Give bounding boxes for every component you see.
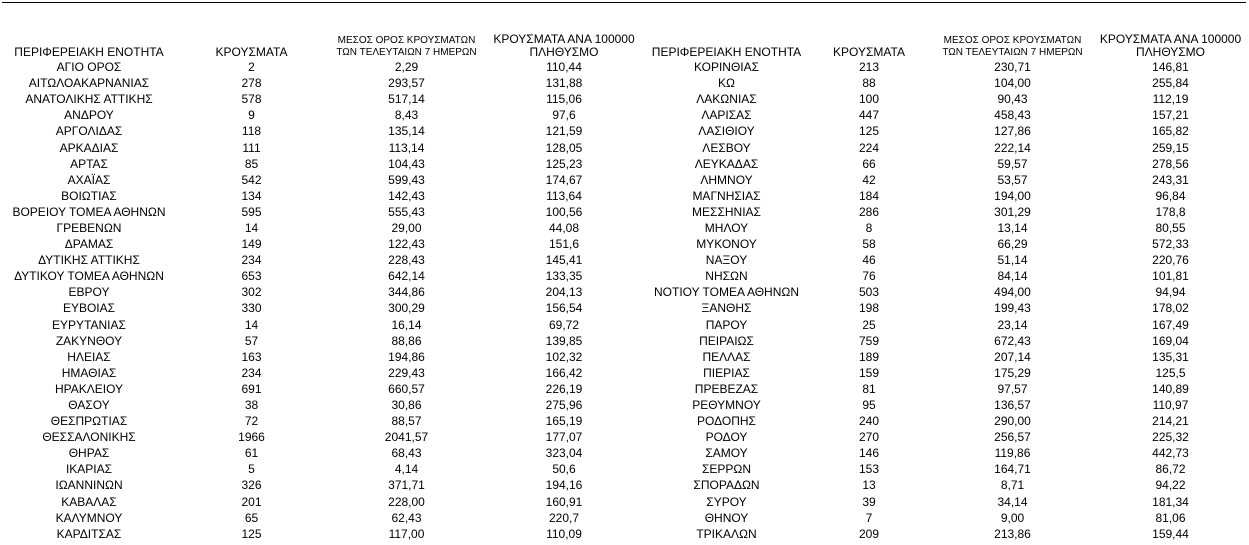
per-100k-cell: 151,6 xyxy=(548,237,580,252)
region-cell-right: ΝΗΣΩΝ xyxy=(705,269,748,284)
table-row xyxy=(4,461,1245,477)
region-cell: ΒΟΡΕΙΟΥ ΤΟΜΕΑ ΑΘΗΝΩΝ xyxy=(12,204,166,219)
cases-cell: 163 xyxy=(241,349,262,364)
per-100k-cell: 125,23 xyxy=(545,156,583,171)
per-100k-cell: 177,07 xyxy=(545,430,583,445)
avg-7-days-cell: 117,00 xyxy=(388,526,425,541)
table-row xyxy=(4,317,1245,333)
cases-cell-right: 240 xyxy=(858,414,880,429)
region-cell: ΑΝΑΤΟΛΙΚΗΣ ΑΤΤΙΚΗΣ xyxy=(25,92,153,107)
per-100k-cell: 110,09 xyxy=(546,526,582,541)
header-cases-per-100k-right: ΚΡΟΥΣΜΑΤΑ ΑΝΑ 100000 ΠΛΗΘΥΣΜΟ xyxy=(1099,32,1242,59)
region-cell: ΑΡΓΟΛΙΔΑΣ xyxy=(55,124,123,139)
cases-cell: 61 xyxy=(244,446,259,461)
avg-7-days-cell: 29,00 xyxy=(391,220,422,235)
table-row xyxy=(4,413,1245,429)
cases-cell-right: 88 xyxy=(862,76,876,91)
table-row xyxy=(4,477,1245,493)
table-row xyxy=(4,91,1245,107)
avg-7-days-cell-right: 127,86 xyxy=(994,124,1031,139)
cases-cell: 595 xyxy=(241,204,262,219)
region-cell: ΓΡΕΒΕΝΩΝ xyxy=(56,220,122,235)
cases-cell: 278 xyxy=(241,76,262,91)
table-row xyxy=(4,526,1245,542)
per-100k-cell: 194,16 xyxy=(545,478,583,493)
region-cell: ΔΡΑΜΑΣ xyxy=(64,237,114,252)
avg-7-days-cell-right: 66,29 xyxy=(997,237,1028,252)
per-100k-cell: 166,42 xyxy=(545,365,583,380)
region-cell: ΑΡΚΑΔΙΑΣ xyxy=(59,140,119,155)
region-cell-right: ΡΟΔΟΠΗΣ xyxy=(697,414,756,429)
header-region-right: ΠΕΡΙΦΕΡΕΙΑΚΗ ΕΝΟΤΗΤΑ xyxy=(651,45,802,59)
per-100k-cell: 156,54 xyxy=(545,301,583,316)
per-100k-cell: 165,19 xyxy=(545,414,583,429)
table-row xyxy=(4,300,1245,316)
per-100k-cell: 220,7 xyxy=(548,510,580,525)
avg-7-days-cell: 62,43 xyxy=(391,510,422,525)
per-100k-cell-right: 81,06 xyxy=(1155,510,1186,525)
cases-cell: 111 xyxy=(242,140,261,155)
region-cell-right: ΚΩ xyxy=(718,76,735,91)
per-100k-cell-right: 167,49 xyxy=(1152,317,1189,332)
avg-7-days-cell: 599,43 xyxy=(388,172,425,187)
per-100k-cell: 145,41 xyxy=(545,253,583,268)
cases-cell-right: 503 xyxy=(858,285,880,300)
per-100k-cell-right: 94,22 xyxy=(1155,478,1186,493)
per-100k-cell: 100,56 xyxy=(545,204,583,219)
per-100k-cell-right: 94,94 xyxy=(1155,285,1186,300)
per-100k-cell-right: 214,21 xyxy=(1152,414,1189,429)
per-100k-cell: 131,88 xyxy=(545,76,583,91)
table-row xyxy=(4,59,1245,75)
per-100k-cell: 226,19 xyxy=(545,381,583,396)
region-cell: ΕΥΡΥΤΑΝΙΑΣ xyxy=(52,317,126,332)
per-100k-cell-right: 110,97 xyxy=(1152,398,1189,413)
region-cell-right: ΡΟΔΟΥ xyxy=(705,430,748,445)
cases-table xyxy=(4,28,1245,542)
region-cell-right: ΠΕΛΛΑΣ xyxy=(702,349,751,364)
per-100k-cell: 113,64 xyxy=(546,188,582,203)
per-100k-cell: 139,85 xyxy=(545,333,583,348)
avg-7-days-cell: 300,29 xyxy=(388,301,425,316)
avg-7-days-cell: 113,14 xyxy=(388,140,425,155)
table-row xyxy=(4,365,1245,381)
per-100k-cell-right: 112,19 xyxy=(1152,92,1189,107)
per-100k-cell-right: 165,82 xyxy=(1152,124,1189,139)
per-100k-cell-right: 140,89 xyxy=(1152,381,1189,396)
header-cases-per-100k: ΚΡΟΥΣΜΑΤΑ ΑΝΑ 100000 ΠΛΗΘΥΣΜΟ xyxy=(493,32,635,59)
avg-7-days-cell-right: 13,14 xyxy=(997,220,1028,235)
cases-cell: 134 xyxy=(241,188,262,203)
region-cell: ΖΑΚΥΝΘΟΥ xyxy=(55,333,123,348)
table-row xyxy=(4,75,1245,91)
table-row xyxy=(4,381,1245,397)
per-100k-cell-right: 442,73 xyxy=(1152,446,1189,461)
table-row xyxy=(4,236,1245,252)
table-row xyxy=(4,333,1245,349)
per-100k-cell: 275,96 xyxy=(545,398,583,413)
table-row xyxy=(4,510,1245,526)
avg-7-days-cell: 194,86 xyxy=(388,349,425,364)
region-cell-right: ΜΑΓΝΗΣΙΑΣ xyxy=(692,188,761,203)
avg-7-days-cell: 2041,57 xyxy=(384,430,429,445)
table-row xyxy=(4,349,1245,365)
avg-7-days-cell: 104,43 xyxy=(388,156,425,171)
avg-7-days-cell: 228,43 xyxy=(388,253,425,268)
cases-cell-right: 46 xyxy=(862,253,876,268)
region-cell: ΙΩΑΝΝΙΝΩΝ xyxy=(55,478,123,493)
per-100k-cell-right: 255,84 xyxy=(1152,76,1189,91)
per-100k-cell: 128,05 xyxy=(545,140,583,155)
region-cell-right: ΜΗΛΟΥ xyxy=(704,220,749,235)
cases-cell-right: 81 xyxy=(862,381,876,396)
avg-7-days-cell-right: 9,00 xyxy=(1000,510,1025,525)
avg-7-days-cell-right: 458,43 xyxy=(994,108,1031,123)
top-border-rule xyxy=(2,2,1246,3)
per-100k-cell-right: 80,55 xyxy=(1155,220,1186,235)
avg-7-days-cell: 555,43 xyxy=(388,204,425,219)
region-cell-right: ΣΠΟΡΑΔΩΝ xyxy=(693,478,760,493)
cases-cell-right: 270 xyxy=(858,430,880,445)
table-row xyxy=(4,107,1245,123)
cases-cell-right: 159 xyxy=(858,365,880,380)
per-100k-cell: 133,35 xyxy=(545,269,583,284)
region-cell-right: ΛΕΣΒΟΥ xyxy=(702,140,751,155)
cases-cell-right: 198 xyxy=(858,301,880,316)
per-100k-cell-right: 159,44 xyxy=(1152,526,1189,541)
table-row xyxy=(4,172,1245,188)
region-cell-right: ΛΑΡΙΣΑΣ xyxy=(701,108,752,123)
region-cell: ΚΑΛΥΜΝΟΥ xyxy=(55,510,123,525)
region-cell: ΑΓΙΟ ΟΡΟΣ xyxy=(56,60,122,75)
region-cell-right: ΚΟΡΙΝΘΙΑΣ xyxy=(693,60,760,75)
cases-cell: 14 xyxy=(244,220,259,235)
avg-7-days-cell: 122,43 xyxy=(388,237,425,252)
cases-cell: 578 xyxy=(241,92,262,107)
region-cell-right: ΜΕΣΣΗΝΙΑΣ xyxy=(692,204,761,219)
avg-7-days-cell: 371,71 xyxy=(388,478,425,493)
region-cell: ΙΚΑΡΙΑΣ xyxy=(65,462,113,477)
region-cell: ΑΡΤΑΣ xyxy=(70,156,108,171)
region-cell-right: ΤΡΙΚΑΛΩΝ xyxy=(696,526,757,541)
cases-cell: 691 xyxy=(241,381,262,396)
avg-7-days-cell-right: 8,71 xyxy=(1000,478,1025,493)
avg-7-days-cell-right: 34,14 xyxy=(997,494,1028,509)
avg-7-days-cell: 88,86 xyxy=(391,333,422,348)
avg-7-days-cell: 642,14 xyxy=(388,269,425,284)
region-cell: ΕΒΡΟΥ xyxy=(68,285,110,300)
per-100k-cell: 323,04 xyxy=(545,446,583,461)
cases-cell-right: 146 xyxy=(858,446,880,461)
header-cases: ΚΡΟΥΣΜΑΤΑ xyxy=(215,45,288,59)
table-row xyxy=(4,220,1245,236)
region-cell: ΔΥΤΙΚΗΣ ΑΤΤΙΚΗΣ xyxy=(38,253,140,268)
cases-cell-right: 286 xyxy=(858,204,880,219)
cases-cell-right: 58 xyxy=(862,237,876,252)
cases-cell-right: 7 xyxy=(865,510,873,525)
header-row xyxy=(4,28,1245,59)
per-100k-cell-right: 243,31 xyxy=(1152,172,1189,187)
header-region: ΠΕΡΙΦΕΡΕΙΑΚΗ ΕΝΟΤΗΤΑ xyxy=(14,45,164,59)
region-cell: ΘΗΡΑΣ xyxy=(68,446,110,461)
table-row xyxy=(4,397,1245,413)
table-row xyxy=(4,252,1245,268)
header-avg-7-days: ΜΕΣΟΣ ΟΡΟΣ ΚΡΟΥΣΜΑΤΩΝ ΤΩΝ ΤΕΛΕΥΤΑΙΩΝ 7 ΗΜΕΡΩΝ xyxy=(336,35,477,58)
per-100k-cell-right: 169,04 xyxy=(1152,333,1189,348)
cases-cell: 85 xyxy=(244,156,259,171)
cases-cell-right: 39 xyxy=(862,494,876,509)
table-row xyxy=(4,139,1245,155)
per-100k-cell: 44,08 xyxy=(548,220,580,235)
region-cell-right: ΜΥΚΟΝΟΥ xyxy=(696,237,757,252)
table-row xyxy=(4,445,1245,461)
per-100k-cell-right: 278,56 xyxy=(1152,156,1189,171)
avg-7-days-cell: 135,14 xyxy=(388,124,425,139)
cases-cell-right: 125 xyxy=(858,124,880,139)
cases-cell: 201 xyxy=(241,494,262,509)
per-100k-cell-right: 135,31 xyxy=(1152,349,1189,364)
cases-cell-right: 153 xyxy=(858,462,880,477)
avg-7-days-cell-right: 290,00 xyxy=(994,414,1031,429)
cases-cell: 326 xyxy=(241,478,262,493)
table-row xyxy=(4,156,1245,172)
avg-7-days-cell-right: 194,00 xyxy=(994,188,1031,203)
cases-cell-right: 13 xyxy=(862,478,876,493)
avg-7-days-cell-right: 207,14 xyxy=(994,349,1031,364)
avg-7-days-cell-right: 494,00 xyxy=(994,285,1031,300)
cases-cell: 14 xyxy=(244,317,259,332)
per-100k-cell-right: 259,15 xyxy=(1152,140,1189,155)
region-cell-right: ΡΕΘΥΜΝΟΥ xyxy=(692,398,761,413)
avg-7-days-cell-right: 90,43 xyxy=(997,92,1028,107)
per-100k-cell-right: 220,76 xyxy=(1152,253,1189,268)
per-100k-cell: 69,72 xyxy=(548,317,580,332)
avg-7-days-cell: 293,57 xyxy=(388,76,425,91)
region-cell: ΚΑΡΔΙΤΣΑΣ xyxy=(56,526,122,541)
per-100k-cell: 160,91 xyxy=(545,494,583,509)
per-100k-cell-right: 157,21 xyxy=(1152,108,1189,123)
region-cell-right: ΠΕΙΡΑΙΩΣ xyxy=(699,333,754,348)
cases-cell: 65 xyxy=(244,510,259,525)
cases-cell-right: 100 xyxy=(858,92,880,107)
cases-cell: 38 xyxy=(244,398,259,413)
per-100k-cell-right: 101,81 xyxy=(1152,269,1189,284)
avg-7-days-cell-right: 164,71 xyxy=(994,462,1031,477)
avg-7-days-cell-right: 59,57 xyxy=(997,156,1028,171)
table-row xyxy=(4,188,1245,204)
region-cell: ΑΙΤΩΛΟΑΚΑΡΝΑΝΙΑΣ xyxy=(28,76,150,91)
region-cell-right: ΠΙΕΡΙΑΣ xyxy=(703,365,750,380)
table-row xyxy=(4,268,1245,284)
avg-7-days-cell-right: 301,29 xyxy=(994,204,1031,219)
table-row xyxy=(4,204,1245,220)
per-100k-cell-right: 146,81 xyxy=(1152,60,1189,75)
cases-cell: 125 xyxy=(241,526,262,541)
per-100k-cell-right: 225,32 xyxy=(1152,430,1189,445)
avg-7-days-cell-right: 84,14 xyxy=(997,269,1028,284)
table-row xyxy=(4,494,1245,510)
region-cell-right: ΛΑΣΙΘΙΟΥ xyxy=(698,124,755,139)
avg-7-days-cell-right: 230,71 xyxy=(994,60,1031,75)
avg-7-days-cell-right: 222,14 xyxy=(994,140,1031,155)
avg-7-days-cell-right: 199,43 xyxy=(994,301,1031,316)
avg-7-days-cell-right: 51,14 xyxy=(997,253,1028,268)
per-100k-cell-right: 178,8 xyxy=(1155,204,1186,219)
region-cell-right: ΣΑΜΟΥ xyxy=(705,446,748,461)
region-cell-right: ΠΡΕΒΕΖΑΣ xyxy=(694,381,759,396)
cases-cell: 234 xyxy=(241,253,262,268)
per-100k-cell-right: 181,34 xyxy=(1152,494,1189,509)
cases-cell: 118 xyxy=(241,124,262,139)
cases-cell-right: 447 xyxy=(858,108,880,123)
region-cell-right: ΣΕΡΡΩΝ xyxy=(701,462,752,477)
per-100k-cell: 110,44 xyxy=(546,60,582,75)
per-100k-cell-right: 572,33 xyxy=(1152,237,1189,252)
region-cell: ΘΑΣΟΥ xyxy=(68,398,110,413)
avg-7-days-cell: 4,14 xyxy=(394,462,419,477)
cases-cell-right: 184 xyxy=(858,188,880,203)
avg-7-days-cell: 228,00 xyxy=(388,494,425,509)
avg-7-days-cell: 229,43 xyxy=(388,365,425,380)
region-cell: ΕΥΒΟΙΑΣ xyxy=(62,301,116,316)
avg-7-days-cell: 2,29 xyxy=(394,60,419,75)
cases-cell-right: 8 xyxy=(865,220,873,235)
cases-cell: 5 xyxy=(248,462,255,477)
avg-7-days-cell: 517,14 xyxy=(388,92,425,107)
cases-cell-right: 95 xyxy=(862,398,876,413)
avg-7-days-cell: 88,57 xyxy=(391,414,422,429)
cases-cell: 1966 xyxy=(238,430,265,445)
cases-cell: 302 xyxy=(241,285,262,300)
avg-7-days-cell-right: 136,57 xyxy=(994,398,1031,413)
region-cell-right: ΝΟΤΙΟΥ ΤΟΜΕΑ ΑΘΗΝΩΝ xyxy=(653,285,800,300)
cases-cell-right: 759 xyxy=(858,333,880,348)
cases-cell: 57 xyxy=(244,333,259,348)
header-cases-right: ΚΡΟΥΣΜΑΤΑ xyxy=(833,45,905,59)
avg-7-days-cell: 68,43 xyxy=(391,446,422,461)
cases-cell-right: 76 xyxy=(862,269,876,284)
table-row xyxy=(4,284,1245,300)
per-100k-cell-right: 125,5 xyxy=(1155,365,1186,380)
per-100k-cell: 102,32 xyxy=(545,349,583,364)
per-100k-cell-right: 96,84 xyxy=(1155,188,1186,203)
cases-cell: 72 xyxy=(244,414,259,429)
region-cell-right: ΞΑΝΘΗΣ xyxy=(701,301,752,316)
per-100k-cell: 50,6 xyxy=(552,462,576,477)
avg-7-days-cell-right: 97,57 xyxy=(997,381,1028,396)
cases-cell: 653 xyxy=(241,269,262,284)
region-cell-right: ΛΑΚΩΝΙΑΣ xyxy=(696,92,757,107)
avg-7-days-cell: 660,57 xyxy=(388,381,425,396)
region-cell-right: ΣΥΡΟΥ xyxy=(706,494,747,509)
avg-7-days-cell-right: 119,86 xyxy=(994,446,1031,461)
per-100k-cell-right: 178,02 xyxy=(1152,301,1189,316)
cases-cell-right: 189 xyxy=(858,349,880,364)
cases-cell-right: 42 xyxy=(862,172,876,187)
cases-cell-right: 25 xyxy=(862,317,876,332)
cases-cell: 542 xyxy=(241,172,262,187)
avg-7-days-cell-right: 23,14 xyxy=(997,317,1028,332)
cases-cell: 2 xyxy=(248,60,255,75)
table-row xyxy=(4,123,1245,139)
avg-7-days-cell: 142,43 xyxy=(388,188,425,203)
cases-cell-right: 224 xyxy=(858,140,880,155)
per-100k-cell: 115,06 xyxy=(546,92,582,107)
region-cell: ΘΕΣΣΑΛΟΝΙΚΗΣ xyxy=(42,430,136,445)
region-cell-right: ΘΗΝΟΥ xyxy=(704,510,749,525)
region-cell: ΗΡΑΚΛΕΙΟΥ xyxy=(54,381,124,396)
per-100k-cell-right: 86,72 xyxy=(1155,462,1186,477)
per-100k-cell: 97,6 xyxy=(552,108,576,123)
region-cell: ΑΝΔΡΟΥ xyxy=(64,108,114,123)
region-cell: ΚΑΒΑΛΑΣ xyxy=(61,494,117,509)
avg-7-days-cell: 344,86 xyxy=(388,285,425,300)
region-cell-right: ΛΕΥΚΑΔΑΣ xyxy=(694,156,759,171)
cases-cell: 9 xyxy=(248,108,255,123)
avg-7-days-cell-right: 256,57 xyxy=(994,430,1031,445)
avg-7-days-cell-right: 175,29 xyxy=(994,365,1031,380)
avg-7-days-cell-right: 672,43 xyxy=(994,333,1031,348)
cases-cell: 149 xyxy=(241,237,262,252)
avg-7-days-cell-right: 213,86 xyxy=(994,526,1031,541)
cases-cell-right: 66 xyxy=(862,156,876,171)
per-100k-cell: 121,59 xyxy=(545,124,583,139)
cases-cell-right: 213 xyxy=(858,60,880,75)
region-cell: ΔΥΤΙΚΟΥ ΤΟΜΕΑ ΑΘΗΝΩΝ xyxy=(14,269,164,284)
cases-cell: 330 xyxy=(241,301,262,316)
table-row xyxy=(4,429,1245,445)
region-cell-right: ΠΑΡΟΥ xyxy=(705,317,748,332)
region-cell-right: ΝΑΞΟΥ xyxy=(705,253,748,268)
avg-7-days-cell-right: 53,57 xyxy=(997,172,1028,187)
cases-cell-right: 209 xyxy=(858,526,880,541)
header-avg-7-days-right: ΜΕΣΟΣ ΟΡΟΣ ΚΡΟΥΣΜΑΤΩΝ ΤΩΝ ΤΕΛΕΥΤΑΙΩΝ 7 ΗΜΕΡΩΝ xyxy=(942,35,1083,58)
cases-cell: 234 xyxy=(241,365,262,380)
avg-7-days-cell: 8,43 xyxy=(394,108,419,123)
region-cell: ΗΜΑΘΙΑΣ xyxy=(61,365,117,380)
region-cell: ΑΧΑΪΑΣ xyxy=(67,172,111,187)
avg-7-days-cell-right: 104,00 xyxy=(994,76,1031,91)
avg-7-days-cell: 16,14 xyxy=(391,317,422,332)
region-cell: ΗΛΕΙΑΣ xyxy=(67,349,111,364)
region-cell: ΒΟΙΩΤΙΑΣ xyxy=(61,188,117,203)
per-100k-cell: 174,67 xyxy=(545,172,583,187)
region-cell: ΘΕΣΠΡΩΤΙΑΣ xyxy=(50,414,128,429)
region-cell-right: ΛΗΜΝΟΥ xyxy=(700,172,753,187)
per-100k-cell: 204,13 xyxy=(545,285,583,300)
avg-7-days-cell: 30,86 xyxy=(391,398,422,413)
table-body xyxy=(4,59,1245,542)
